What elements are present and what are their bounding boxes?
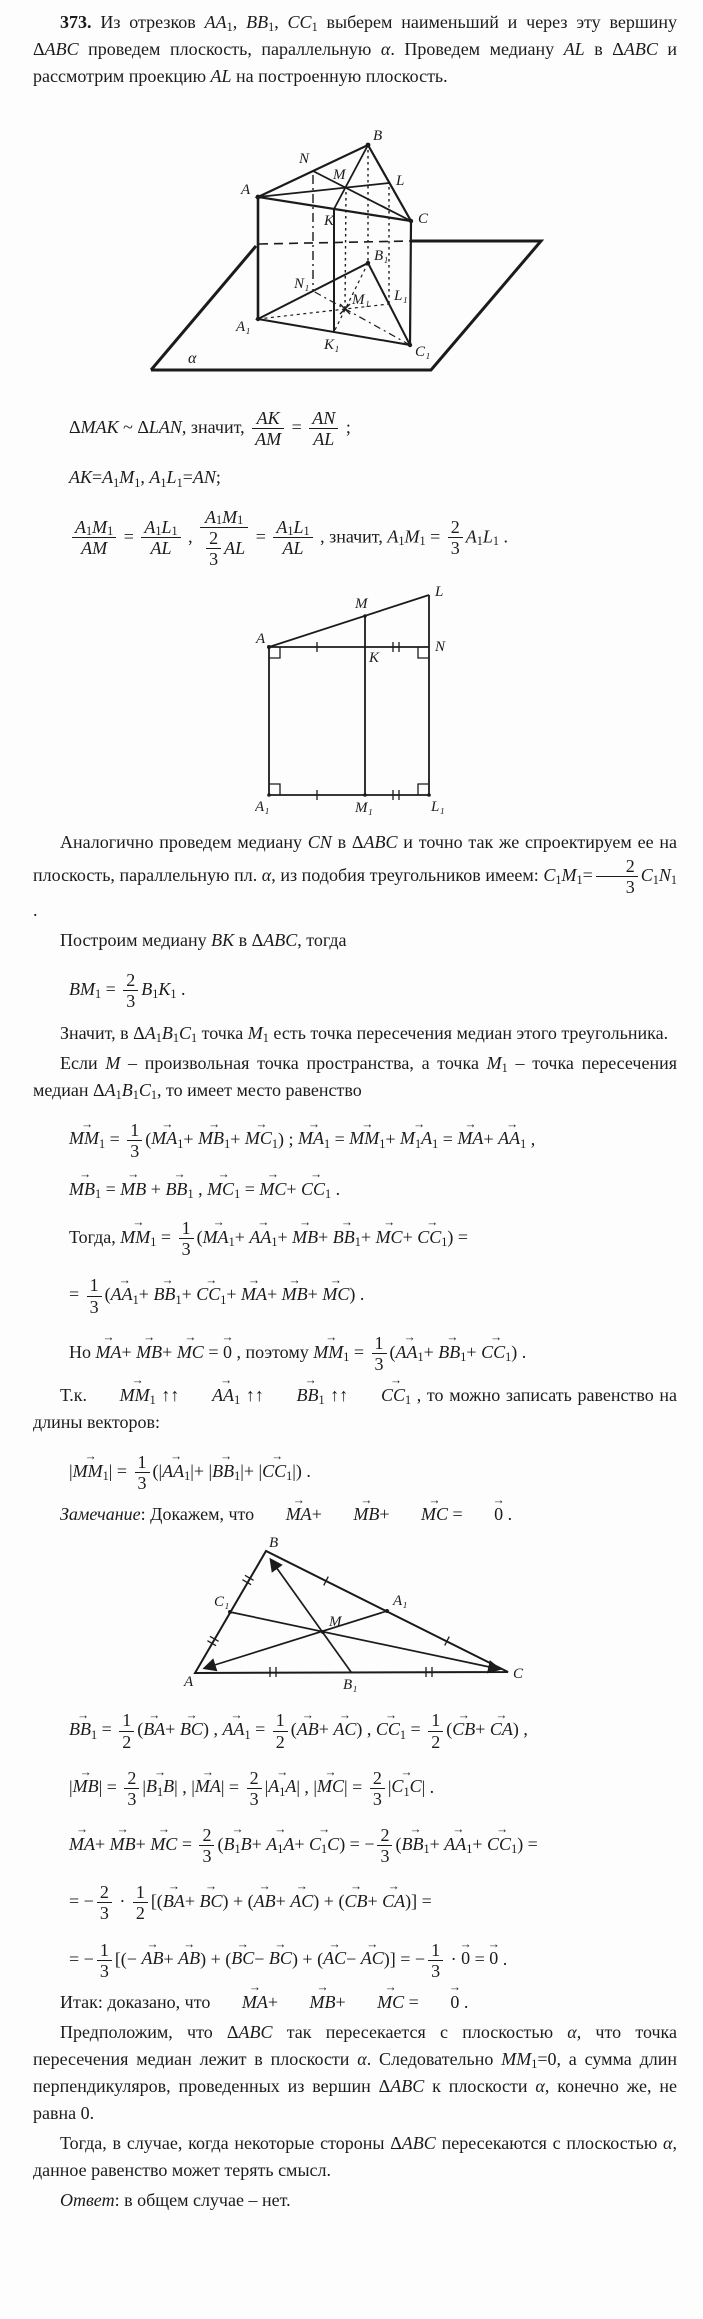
fig2-right-angle-marks xyxy=(269,647,429,795)
paragraph: Построим медиану BK в ΔABC, тогда xyxy=(60,930,347,951)
fig2-label-A1: A₁ xyxy=(255,798,270,815)
math-line: → $MB_1$ = → MB + → $BB_1$ , → $MC_1$ = → $MC+ \to CC_1$ . xyxy=(69,1169,677,1202)
fig1-label-M: M xyxy=(333,167,346,183)
fig1-label-alpha: α xyxy=(188,350,197,367)
fig1-label-N1: N₁ xyxy=(294,276,310,292)
math-line: → $BB_1$ = $\frac{1}{2}$ (→ BA+ → BC) , → $AA_1$ = $\frac{1}{2}$ (→ AB+ → AC) , → $CC_1$ = $\frac{1}{2}$ (→ CB+ → CA) , xyxy=(69,1702,677,1751)
fig1-label-C1: C₁ xyxy=(415,344,431,360)
fig2-label-N: N xyxy=(435,638,446,655)
triangle-abc xyxy=(258,145,411,221)
fig2-tick-marks xyxy=(317,642,399,800)
fig2-label-L1: L₁ xyxy=(431,798,445,815)
fig1-label-K1: K₁ xyxy=(324,337,340,353)
fig3-label-M: M xyxy=(329,1614,342,1631)
fig2-label-K: K xyxy=(369,649,380,666)
fig1-label-B: B xyxy=(373,128,383,144)
paragraph: Аналогично проведем медиану CN в ΔABC и точно так же спроектируем ее на плоскость, параллельную пл. α, из подобия треугольников имеем: $C_1M_1=$ $\frac{2}{3}$ $C_1N_1$ . xyxy=(33,831,678,921)
math-line: → MA+ → MB+ → MC = $\frac{2}{3}$ (→ $B_1B+ \to A_1A+ \to C_1C$) = − $\frac{2}{3}$ (→ $BB_1+ \to AA_1+ \to CC_1$) = xyxy=(69,1817,677,1866)
fig1-label-A: A xyxy=(241,182,251,198)
math-line: |→ MB| = $\frac{2}{3}$ |→ $B_1B|$ , |→ MA| = $\frac{2}{3}$ |→ $A_1A|$ , |→ MC| = $\frac{2}{3}$ |→ $C_1C|$ . xyxy=(69,1760,677,1809)
fig2-main-lines xyxy=(269,595,429,795)
math-line: $BM_1$ = $\frac{2}{3}$ $B_1K_1$ . xyxy=(69,970,186,1012)
section-medians-centroid xyxy=(33,829,677,1528)
math-line: $AK=A_1M_1$, $A_1L_1=AN$; xyxy=(69,467,221,490)
fig1-label-B1: B₁ xyxy=(374,248,389,264)
fig3-triangle xyxy=(195,1551,508,1673)
fig2-dots xyxy=(267,614,431,797)
paragraph: Ответ: в общем случае – нет. xyxy=(60,2189,291,2210)
math-line: = − $\frac{2}{3}$ · $\frac{1}{2}$ [(→ BA+ → BC) + (→ AB+ → AC) + (→ CB+ → CA)] = xyxy=(69,1874,677,1923)
fig3-label-A: A xyxy=(184,1674,194,1691)
paragraph: Т.к. → $MM_1$ ↑↑ → $AA_1$ ↑↑ → $BB_1$ ↑↑ → $CC_1$ , то можно записать равенство на длины векторов: xyxy=(33,1382,677,1436)
fig1-label-K: K xyxy=(324,213,335,229)
fig3-label-A1: A₁ xyxy=(393,1593,408,1610)
fig1-label-A1: A₁ xyxy=(236,319,251,335)
fig1-label-L1: L₁ xyxy=(394,288,408,304)
section-similarity xyxy=(33,400,677,569)
figure-1-labels xyxy=(188,128,430,367)
fig1-label-M1: M₁ xyxy=(352,292,370,308)
fig2-label-A: A xyxy=(256,630,266,647)
paragraph: Итак: доказано, что → MA+ → MB+ → MC = → 0 . xyxy=(33,1989,677,2016)
fig1-label-N: N xyxy=(299,151,310,167)
figure-1-svg xyxy=(78,100,578,392)
fig2-label-L: L xyxy=(435,583,444,600)
figure-2-svg xyxy=(255,583,460,823)
math-line: Но → MA+ → MB+ → MC = → 0 , поэтому → $MM_1$ = $\frac{1}{3}$ (→ $AA_1+ \to BB_1+ \to CC_1$) . xyxy=(69,1325,677,1374)
fig3-label-C1: C₁ xyxy=(214,1594,230,1611)
fig2-label-M1: M₁ xyxy=(355,799,373,816)
math-line: = − $\frac{1}{3}$ [(− → AB+ → AB) + (→ BC− → BC) + (→ AC− → AC)] = − $\frac{1}{3}$ · → 0 = → 0 . xyxy=(69,1932,677,1981)
figure-3-triangle-medians xyxy=(183,1536,677,1694)
math-line: = $\frac{1}{3}$ (→ $AA_1+ \to BB_1+ \to CC_1+ \to MA+ \to MB+ \to MC$) . xyxy=(69,1267,677,1316)
figure-2-labels xyxy=(255,584,446,816)
figure-3-svg xyxy=(183,1536,528,1694)
math-line: |→ $MM_1|$ = $\frac{1}{3}$ (|→ $AA_1|+$ |→ $BB_1|+$ |→ $CC_1|$) . xyxy=(69,1444,677,1493)
fig3-median-vectors xyxy=(205,1560,499,1672)
section-problem-statement xyxy=(33,9,677,90)
fig3-label-B1: B₁ xyxy=(343,1677,358,1694)
fig1-label-C: C xyxy=(418,211,429,227)
paragraph: Тогда, в случае, когда некоторые стороны ΔABC пересекаются с плоскостью α, данное равенство может терять смысл. xyxy=(33,2132,677,2180)
paragraph: 373. Из отрезков $AA_1$, $BB_1$, $CC_1$ выберем наименьший и через эту вершину ΔABC проведем плоскость, параллельную α. Проведем медиану AL в ΔABC и рассмотрим проекцию AL на построенную плоскость. xyxy=(33,12,678,86)
math-line: A $_1$ M $_1$ AM = A $_1$ L $_1$ AL , A $_1$ M $_1$ $\frac{2}{3}$ AL = A $_1$ L $_1$ AL , значит, $A_1M_1$ = $\frac{2}{3}$ $A_1L_1$ . xyxy=(69,499,677,569)
paragraph: Замечание: Докажем, что → MA+ → MB+ → MC = → 0 . xyxy=(33,1501,677,1528)
section-vector-proof xyxy=(33,1702,677,2214)
figure-3-labels xyxy=(183,1536,524,1693)
math-line: Тогда, → $MM_1$ = $\frac{1}{3}$ (→ $MA_1+ \to AA_1+ \to MB+ \to BB_1+ \to MC+ \to CC_1$) = xyxy=(69,1210,677,1259)
fig1-label-L: L xyxy=(396,173,405,189)
paragraph: Предположим, что ΔABC так пересекается с плоскостью α, что точка пересечения медиан лежит в плоскости α. Следовательно $MM_1=0$, а сумма длин перпендикуляров, проведенных из вершин ΔABC к плоскости α, конечно же, не равна 0. xyxy=(33,2021,678,2123)
fig3-label-B: B xyxy=(269,1536,279,1552)
paragraph: Значит, в $\Delta A_1B_1C_1$ точка $M_1$ есть точка пересечения медиан этого треугольника. xyxy=(60,1022,669,1046)
math-line: → $MM_1$ = $\frac{1}{3}$ (→ $MA_1+ \to MB_1+ \to MC_1$) ; → $MA_1$ = → $MM_1+ \to M_1A_1$ = → $MA+ \to AA_1$ , xyxy=(69,1112,677,1161)
figure-1-prism-projection xyxy=(78,100,677,392)
figure-2-median-projection xyxy=(255,583,677,823)
math-line: ΔMAK ~ ΔLAN, значит, $\frac{AK}{AM}$ = $\frac{AN}{AL}$ ; xyxy=(69,408,351,450)
fig3-label-C: C xyxy=(513,1666,524,1683)
paragraph: Если M – произвольная точка пространства, а точка $M_1$ – точка пересечения медиан $\Delta A_1B_1C_1$, то имеет место равенство xyxy=(33,1052,678,1103)
fig2-label-M: M xyxy=(355,595,368,612)
